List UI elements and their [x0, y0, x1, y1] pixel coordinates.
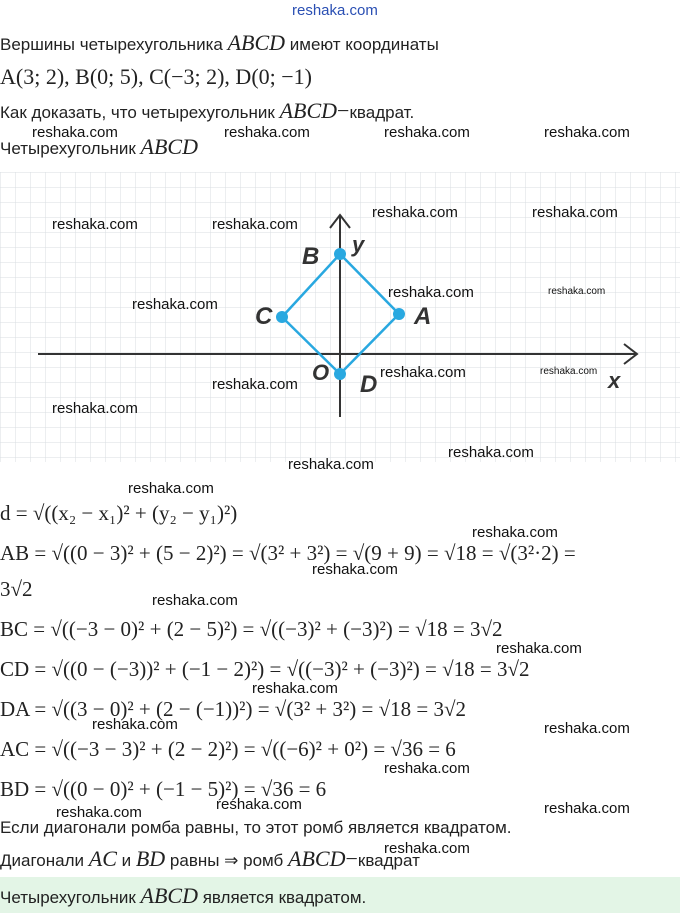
watermark: reshaka.com	[384, 840, 470, 857]
watermark: reshaka.com	[548, 286, 606, 297]
watermark: reshaka.com	[384, 124, 470, 141]
side-da: DA = √((3 − 0)² + (2 − (−1))²) = √(3² + 3²) = √18 = 3√2	[0, 697, 466, 721]
label-x: x	[608, 368, 621, 393]
result-text	[0, 885, 366, 909]
vertex-b-dot	[334, 248, 346, 260]
question-start: Как доказать, что четырехугольник	[0, 103, 275, 122]
watermark: reshaka.com	[312, 561, 398, 578]
diag-ac-name: AC	[88, 846, 117, 871]
watermark: reshaka.com	[216, 796, 302, 813]
watermark: reshaka.com	[52, 400, 138, 417]
result-end: является квадратом.	[202, 888, 367, 907]
label-d: D	[360, 371, 378, 398]
vertex-d-dot	[334, 368, 346, 380]
diag-abcd-name: ABCD	[288, 846, 346, 871]
watermark: reshaka.com	[388, 284, 474, 301]
vertex-c-dot	[276, 311, 288, 323]
site-link[interactable]: reshaka.com	[292, 2, 378, 19]
diagonal-ac: AC = √((−3 − 3)² + (2 − 2)²) = √((−6)² + 0²) = √36 = 6	[0, 737, 456, 761]
watermark: reshaka.com	[380, 364, 466, 381]
label-b: B	[302, 243, 320, 270]
problem-intro-end: имеют координаты	[289, 35, 439, 54]
watermark: reshaka.com	[544, 800, 630, 817]
watermark: reshaka.com	[544, 720, 630, 737]
watermark: reshaka.com	[540, 366, 598, 377]
distance-formula: d = √((x₂ − x₁)² + (y₂ − y₁)²)	[0, 501, 238, 525]
diag-end: квадрат	[357, 851, 420, 870]
watermark: reshaka.com	[32, 124, 118, 141]
caption-text: Четырехугольник	[0, 139, 136, 158]
watermark: reshaka.com	[252, 680, 338, 697]
quad-name-question: ABCD	[279, 98, 338, 123]
side-cd: CD = √((0 − (−3))² + (−1 − 2)²) = √((−3)² + (−3)²) = √18 = 3√2	[0, 657, 530, 681]
label-origin: O	[312, 360, 330, 385]
result-quad-name: ABCD	[140, 883, 198, 908]
rhombus-rule: Если диагонали ромба равны, то этот ромб является квадратом.	[0, 818, 512, 837]
label-y: y	[352, 232, 365, 257]
side-ab: AB = √((0 − 3)² + (5 − 2)²) = √(3² + 3²) = √(9 + 9) = √18 = √(3²·2) =	[0, 541, 576, 565]
watermark: reshaka.com	[544, 124, 630, 141]
diag-and: и	[121, 851, 132, 870]
watermark: reshaka.com	[496, 640, 582, 657]
label-a: A	[414, 303, 432, 330]
watermark: reshaka.com	[532, 204, 618, 221]
watermark: reshaka.com	[212, 216, 298, 233]
watermark: reshaka.com	[92, 716, 178, 733]
diag-mid: равны ⇒ ромб	[169, 851, 284, 870]
diagonal-bd: BD = √((0 − 0)² + (−1 − 5)²) = √36 = 6	[0, 777, 327, 801]
problem-statement	[0, 32, 439, 56]
quad-name: ABCD	[227, 30, 286, 55]
watermark: reshaka.com	[52, 216, 138, 233]
watermark: reshaka.com	[212, 376, 298, 393]
result-box	[0, 877, 680, 913]
watermark: reshaka.com	[56, 804, 142, 821]
question-end: квадрат.	[349, 103, 415, 122]
watermark: reshaka.com	[128, 480, 214, 497]
watermark: reshaka.com	[224, 124, 310, 141]
caption-quad-name: ABCD	[140, 134, 198, 159]
problem-question: Как доказать, что четырехугольник ABCD−квадрат.	[0, 98, 415, 123]
vertex-coordinates: A(3; 2), B(0; 5), C(−3; 2), D(0; −1)	[0, 64, 312, 89]
side-bc: BC = √((−3 − 0)² + (2 − 5)²) = √((−3)² + (−3)²) = √18 = 3√2	[0, 617, 503, 641]
watermark: reshaka.com	[372, 204, 458, 221]
side-ab-continued: 3√2	[0, 577, 33, 601]
watermark: reshaka.com	[152, 592, 238, 609]
label-c: C	[255, 303, 273, 330]
diag-start: Диагонали	[0, 851, 85, 870]
watermark: reshaka.com	[132, 296, 218, 313]
problem-intro: Вершины четырехугольника	[0, 35, 223, 54]
watermark: reshaka.com	[288, 456, 374, 473]
watermark: reshaka.com	[448, 444, 534, 461]
watermark: reshaka.com	[472, 524, 558, 541]
result-start: Четырехугольник	[0, 888, 136, 907]
diagonals-conclusion: Диагонали AC и BD равны ⇒ ромб ABCD−квадрат	[0, 846, 420, 871]
vertex-a-dot	[393, 308, 405, 320]
diag-bd-name: BD	[135, 846, 166, 871]
watermark: reshaka.com	[384, 760, 470, 777]
